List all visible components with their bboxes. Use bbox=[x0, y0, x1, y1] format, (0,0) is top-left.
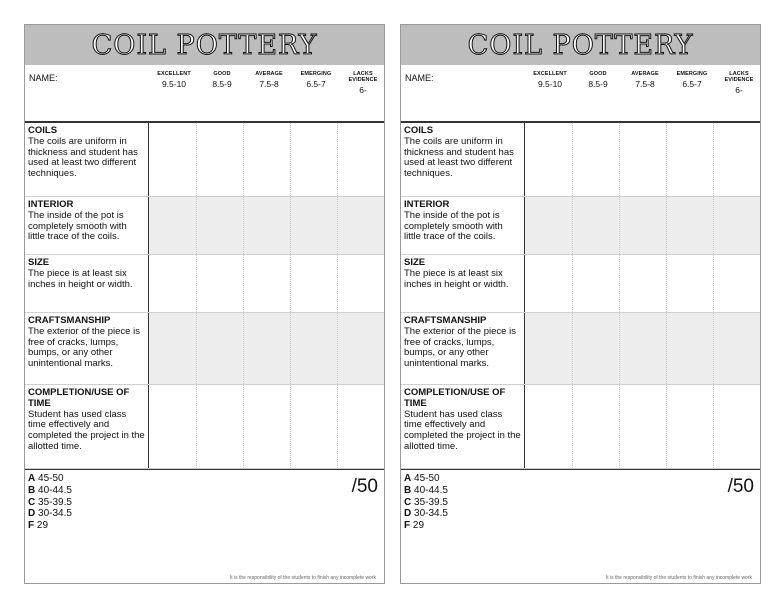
level-range: 9.5-10 bbox=[161, 79, 187, 89]
column-divider bbox=[619, 197, 620, 254]
level-range: 7.5-8 bbox=[259, 79, 279, 89]
header-row bbox=[25, 65, 384, 123]
criterion-row bbox=[25, 385, 384, 469]
column-divider bbox=[666, 313, 667, 384]
column-divider bbox=[572, 123, 573, 196]
level-0-header bbox=[151, 71, 197, 89]
criterion-heading: SIZE bbox=[28, 257, 50, 268]
criterion-description bbox=[25, 123, 149, 196]
column-divider bbox=[572, 313, 573, 384]
column-divider bbox=[196, 255, 197, 312]
criterion-description bbox=[401, 123, 525, 196]
column-divider bbox=[713, 385, 714, 468]
score-cells[interactable] bbox=[525, 313, 760, 384]
column-divider bbox=[572, 255, 573, 312]
criterion-heading: SIZE bbox=[404, 257, 426, 268]
score-cells[interactable] bbox=[149, 313, 384, 384]
column-divider bbox=[713, 197, 714, 254]
grade-line bbox=[28, 485, 72, 497]
column-divider bbox=[196, 313, 197, 384]
level-range: 8.5-9 bbox=[588, 79, 608, 89]
column-divider bbox=[619, 385, 620, 468]
grade-letter: D bbox=[28, 508, 36, 520]
grade-range: 40-44.5 bbox=[414, 484, 448, 496]
level-name: GOOD bbox=[589, 71, 607, 77]
grade-range: 35-39.5 bbox=[38, 496, 72, 508]
column-divider bbox=[243, 197, 244, 254]
level-name: EXCELLENT bbox=[157, 71, 191, 77]
column-divider bbox=[290, 123, 291, 196]
column-divider bbox=[619, 123, 620, 196]
level-name: EMERGING bbox=[300, 71, 332, 77]
level-name: LACKS EVIDENCE bbox=[348, 71, 378, 83]
grade-letter: B bbox=[404, 484, 412, 496]
column-divider bbox=[337, 123, 338, 196]
name-label: NAME: bbox=[29, 73, 58, 83]
grade-line bbox=[404, 497, 448, 509]
level-4-header bbox=[340, 71, 386, 95]
criterion-text: The exterior of the piece is free of cracks, lumps, bumps, or any other unintentional marks. bbox=[28, 325, 140, 370]
criterion-row bbox=[25, 255, 384, 313]
grade-scale bbox=[404, 473, 448, 532]
level-range: 6- bbox=[359, 85, 367, 95]
column-divider bbox=[572, 385, 573, 468]
grade-letter: F bbox=[404, 520, 411, 532]
level-1-header bbox=[199, 71, 245, 89]
score-cells[interactable] bbox=[525, 385, 760, 468]
column-divider bbox=[572, 197, 573, 254]
criterion-heading: COMPLETION/USE OF TIME bbox=[28, 387, 130, 409]
criterion-row bbox=[401, 313, 760, 385]
grade-line bbox=[28, 520, 72, 532]
criterion-heading: INTERIOR bbox=[28, 199, 74, 210]
grade-range: 45-50 bbox=[414, 473, 440, 484]
column-divider bbox=[196, 197, 197, 254]
rubric-sheet-left bbox=[24, 24, 385, 584]
criterion-description bbox=[25, 197, 149, 254]
column-divider bbox=[290, 313, 291, 384]
level-range: 6.5-7 bbox=[306, 79, 326, 89]
column-divider bbox=[196, 123, 197, 196]
criterion-text: The exterior of the piece is free of cracks, lumps, bumps, or any other unintentional marks. bbox=[404, 325, 516, 370]
level-name: GOOD bbox=[213, 71, 231, 77]
criterion-row bbox=[25, 313, 384, 385]
rubric-title: COIL POTTERY bbox=[25, 25, 384, 65]
score-cells[interactable] bbox=[149, 385, 384, 468]
grade-line bbox=[404, 508, 448, 520]
grade-range: 35-39.5 bbox=[414, 496, 448, 508]
grade-footer bbox=[25, 469, 384, 584]
column-divider bbox=[243, 255, 244, 312]
level-3-header bbox=[293, 71, 339, 89]
column-divider bbox=[337, 197, 338, 254]
column-divider bbox=[713, 313, 714, 384]
column-divider bbox=[713, 123, 714, 196]
column-divider bbox=[337, 313, 338, 384]
criterion-text: The piece is at least six inches in height or width. bbox=[28, 267, 133, 290]
grade-line bbox=[404, 473, 448, 485]
column-divider bbox=[243, 313, 244, 384]
grade-line bbox=[404, 520, 448, 532]
level-name: AVERAGE bbox=[631, 71, 659, 77]
column-divider bbox=[666, 197, 667, 254]
total-score[interactable]: /50 bbox=[351, 476, 378, 497]
grade-line bbox=[28, 508, 72, 520]
score-cells[interactable] bbox=[525, 255, 760, 312]
grade-letter: C bbox=[404, 496, 412, 508]
criterion-text: The piece is at least six inches in height or width. bbox=[404, 267, 509, 290]
criterion-text: Student has used class time effectively and completed the project in the allotted time. bbox=[28, 408, 145, 452]
grade-range: 30-34.5 bbox=[38, 508, 72, 520]
level-2-header bbox=[246, 71, 292, 89]
score-cells[interactable] bbox=[525, 123, 760, 196]
grade-range: 29 bbox=[412, 520, 425, 532]
column-divider bbox=[290, 385, 291, 468]
grade-letter: A bbox=[404, 473, 412, 484]
criterion-heading: CRAFTSMANSHIP bbox=[404, 315, 487, 326]
footnote: It is the responsibility of the students to finish any incomplete work bbox=[229, 575, 376, 581]
score-cells[interactable] bbox=[525, 197, 760, 254]
criterion-text: The inside of the pot is completely smooth with little trace of the coils. bbox=[28, 209, 127, 243]
level-1-header bbox=[575, 71, 621, 89]
criterion-description bbox=[401, 197, 525, 254]
criterion-heading: COMPLETION/USE OF TIME bbox=[404, 387, 506, 409]
column-divider bbox=[619, 313, 620, 384]
criterion-row bbox=[401, 123, 760, 197]
criterion-heading: COILS bbox=[28, 125, 58, 136]
name-label: NAME: bbox=[405, 73, 434, 83]
criterion-text: Student has used class time effectively and completed the project in the allotted time. bbox=[404, 408, 521, 452]
column-divider bbox=[337, 255, 338, 312]
criterion-row bbox=[25, 197, 384, 255]
level-name: EXCELLENT bbox=[533, 71, 567, 77]
level-range: 9.5-10 bbox=[537, 79, 563, 89]
column-divider bbox=[619, 255, 620, 312]
column-divider bbox=[290, 197, 291, 254]
footnote: It is the responsibility of the students to finish any incomplete work bbox=[605, 575, 752, 581]
criteria-list bbox=[401, 123, 760, 469]
criterion-description bbox=[401, 255, 525, 312]
grade-letter: B bbox=[28, 484, 36, 496]
column-divider bbox=[196, 385, 197, 468]
column-divider bbox=[290, 255, 291, 312]
criterion-row bbox=[25, 123, 384, 197]
column-divider bbox=[666, 385, 667, 468]
criteria-list bbox=[25, 123, 384, 469]
criterion-heading: INTERIOR bbox=[404, 199, 450, 210]
grade-line bbox=[28, 473, 72, 485]
level-name: AVERAGE bbox=[255, 71, 283, 77]
grade-letter: F bbox=[28, 520, 35, 532]
score-cells[interactable] bbox=[149, 197, 384, 254]
criterion-description bbox=[25, 313, 149, 384]
criterion-row bbox=[401, 197, 760, 255]
column-divider bbox=[666, 255, 667, 312]
score-cells[interactable] bbox=[149, 255, 384, 312]
level-name: LACKS EVIDENCE bbox=[724, 71, 754, 83]
grade-range: 45-50 bbox=[38, 473, 64, 484]
criterion-description bbox=[401, 385, 525, 468]
criterion-heading: COILS bbox=[404, 125, 434, 136]
score-cells[interactable] bbox=[149, 123, 384, 196]
level-name: EMERGING bbox=[676, 71, 708, 77]
grade-line bbox=[28, 497, 72, 509]
criterion-text: The inside of the pot is completely smooth with little trace of the coils. bbox=[404, 209, 503, 243]
column-divider bbox=[337, 385, 338, 468]
level-range: 7.5-8 bbox=[635, 79, 655, 89]
grade-letter: C bbox=[28, 496, 36, 508]
rubric-title: COIL POTTERY bbox=[401, 25, 760, 65]
criterion-description bbox=[25, 255, 149, 312]
grade-letter: D bbox=[404, 508, 412, 520]
criterion-text: The coils are uniform in thickness and student has used at least two different techniques. bbox=[28, 135, 138, 180]
level-range: 6- bbox=[735, 85, 743, 95]
level-0-header bbox=[527, 71, 573, 89]
grade-scale bbox=[28, 473, 72, 532]
grade-range: 40-44.5 bbox=[38, 484, 72, 496]
criterion-row bbox=[401, 385, 760, 469]
column-divider bbox=[666, 123, 667, 196]
column-divider bbox=[243, 385, 244, 468]
criterion-description bbox=[401, 313, 525, 384]
total-score[interactable]: /50 bbox=[727, 476, 754, 497]
column-divider bbox=[713, 255, 714, 312]
grade-range: 29 bbox=[36, 520, 49, 532]
header-row bbox=[401, 65, 760, 123]
level-range: 6.5-7 bbox=[682, 79, 702, 89]
grade-letter: A bbox=[28, 473, 36, 484]
criterion-heading: CRAFTSMANSHIP bbox=[28, 315, 111, 326]
criterion-row bbox=[401, 255, 760, 313]
level-3-header bbox=[669, 71, 715, 89]
criterion-text: The coils are uniform in thickness and student has used at least two different techniques. bbox=[404, 135, 514, 180]
grade-footer bbox=[401, 469, 760, 584]
level-2-header bbox=[622, 71, 668, 89]
criterion-description bbox=[25, 385, 149, 468]
rubric-sheet-right bbox=[400, 24, 761, 584]
column-divider bbox=[243, 123, 244, 196]
level-range: 8.5-9 bbox=[212, 79, 232, 89]
grade-line bbox=[404, 485, 448, 497]
level-4-header bbox=[716, 71, 762, 95]
grade-range: 30-34.5 bbox=[414, 508, 448, 520]
